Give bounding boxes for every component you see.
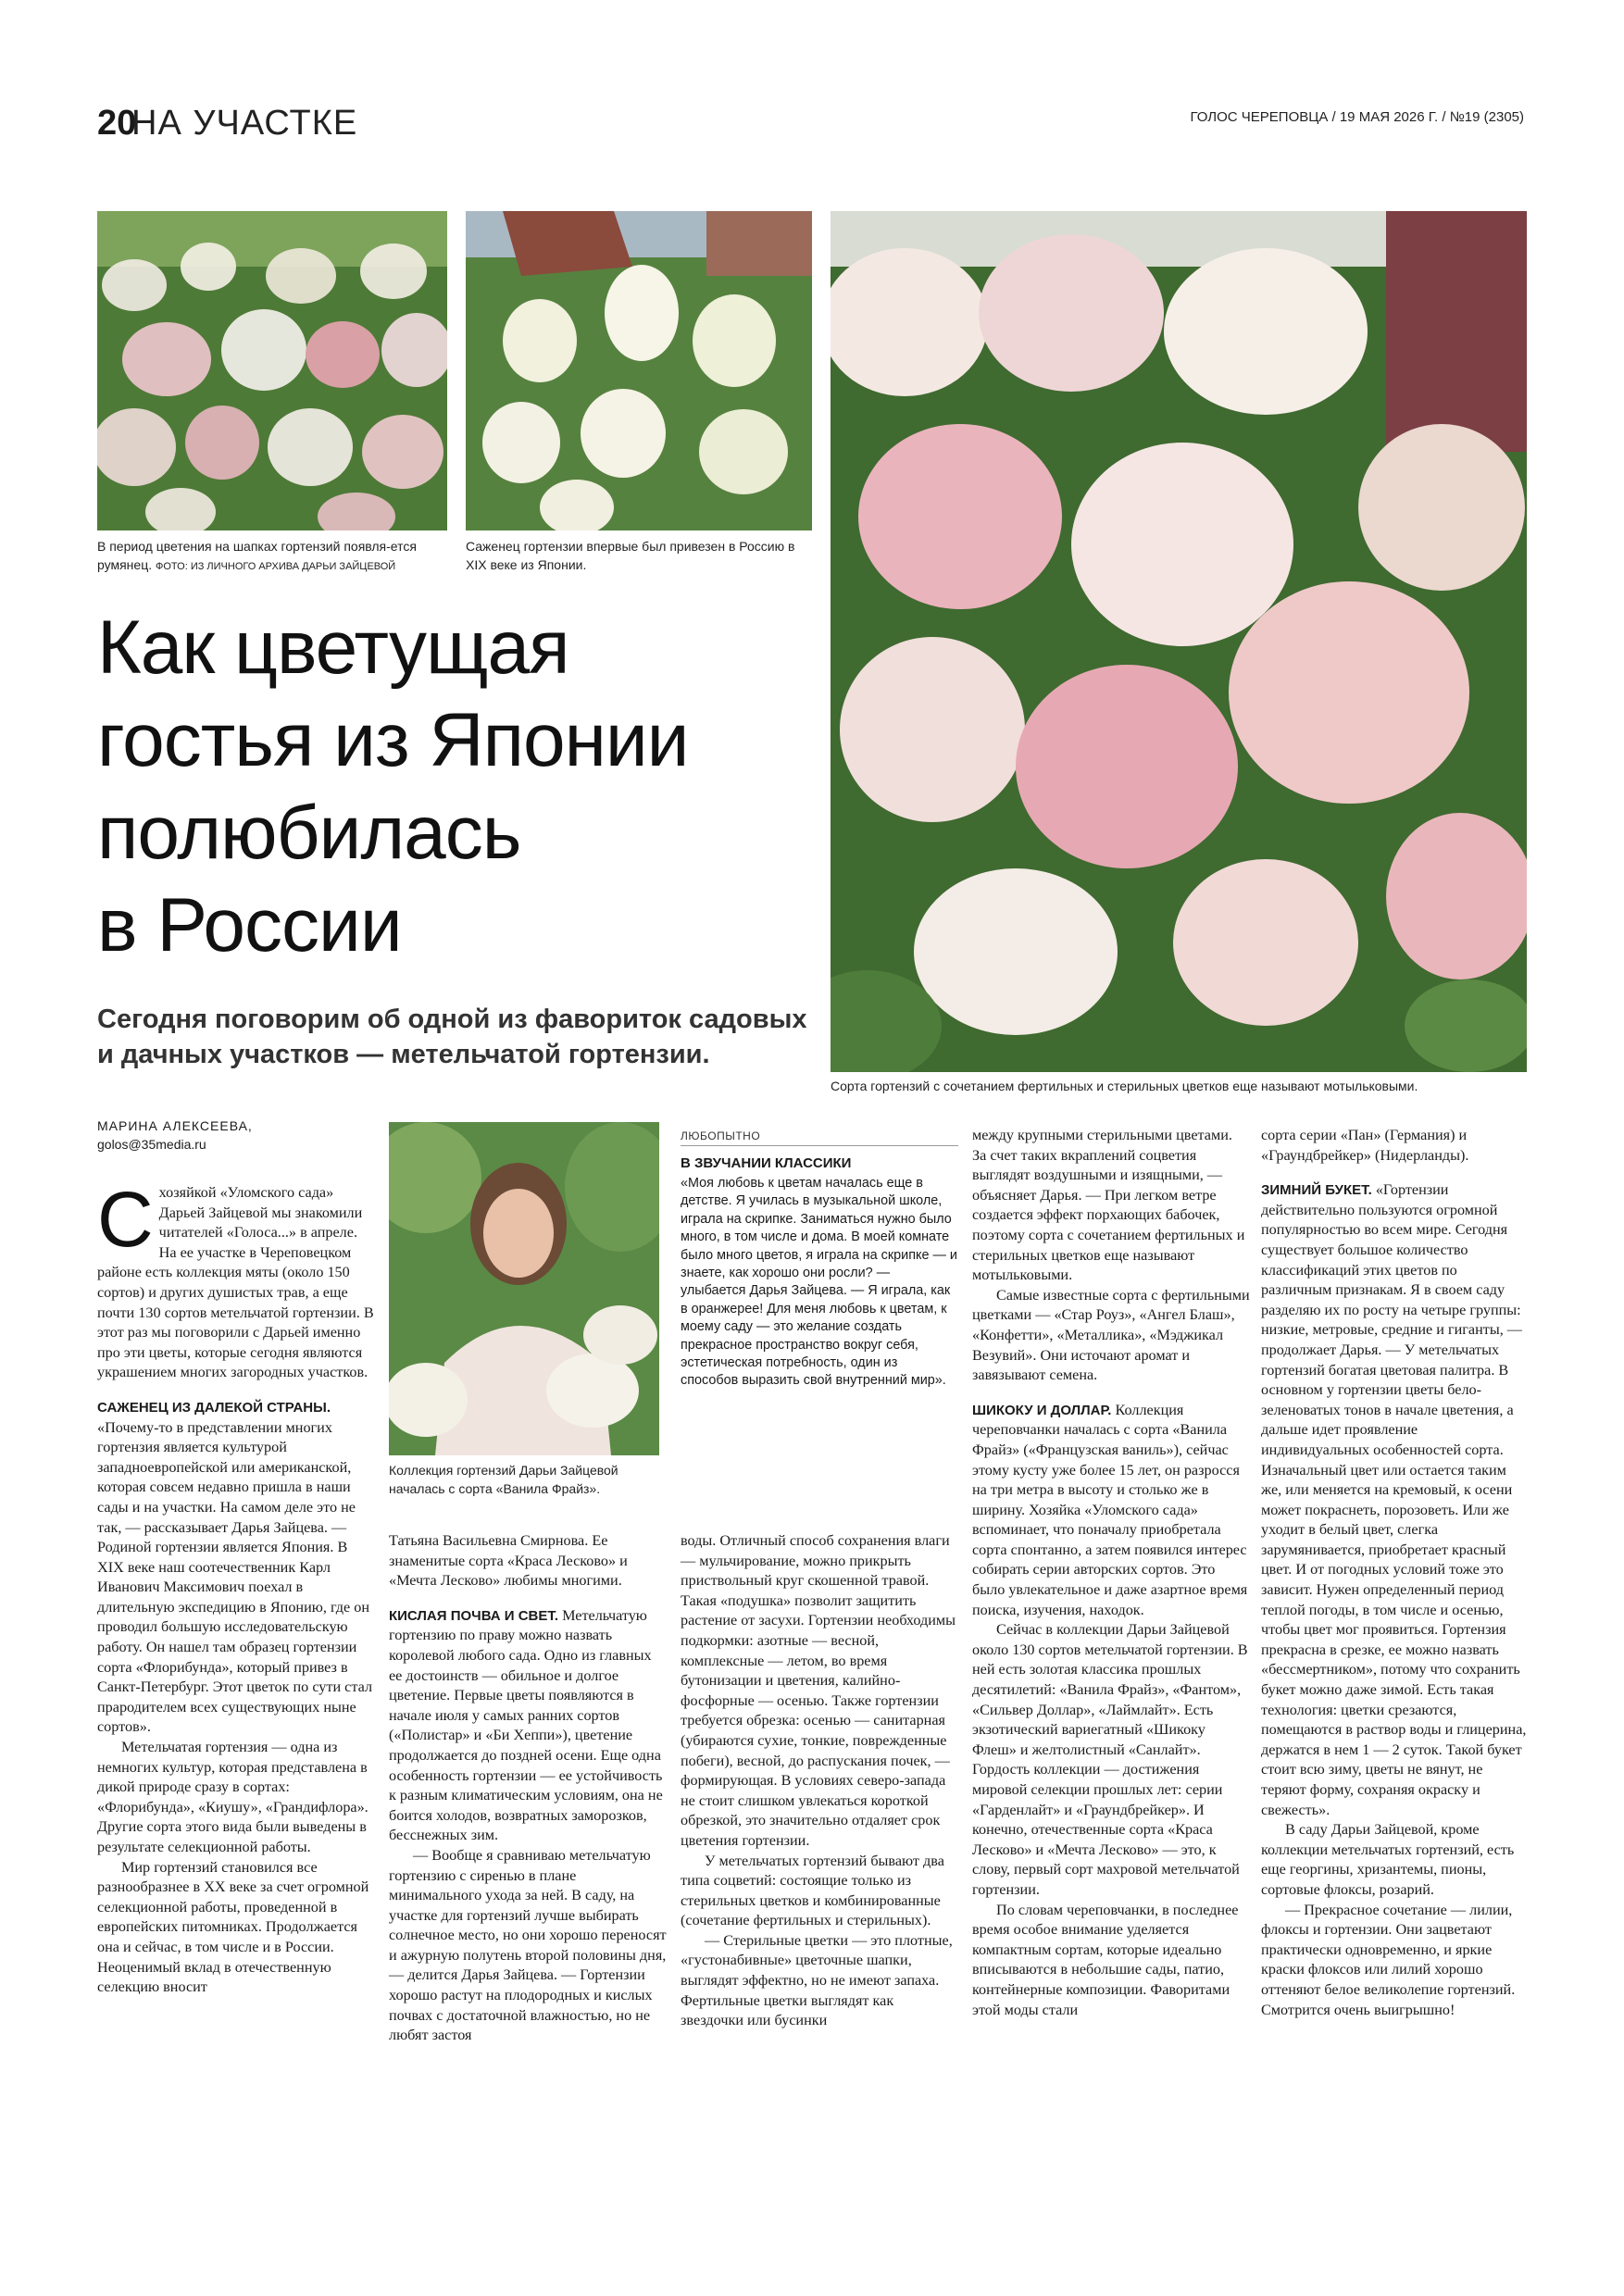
hydrangea-photo-white (466, 211, 812, 530)
dropcap: С (97, 1176, 154, 1263)
article-column-3 (681, 1531, 958, 2031)
photo1-caption (97, 537, 449, 576)
hydrangea-photo-pink (97, 211, 447, 530)
paragraph: Мир гортензий становился все разнообразнее в XX веке за счет огромной селекционной работы, проведенной в европейских питомниках. Продолжается она и сейчас, в том числе и в России. Неоценимый вклад в отечественную селекцию вносит (97, 1858, 369, 1996)
author-name: МАРИНА АЛЕКСЕЕВА, (97, 1118, 253, 1133)
subheading: ЗИМНИЙ БУКЕТ. (1261, 1182, 1372, 1199)
paragraph: Коллекция череповчанки началась с сорта «Ванила Фрайз» («Французская ваниль»), сейчас этому кусту уже более 15 лет, он разросся на три метра в высоту и столько же в ширину. Хозяйка «Уломского сада» вспоминает, что поначалу приобретала сорта спонтанно, а затем появился интерес собирать серии авторских сортов. Это было увлекательное и даже азартное время поиска, изучения, находок. (972, 1401, 1248, 1618)
paragraph: По словам череповчанки, в последнее время особое внимание уделяется компактным сортам, которые идеально вписываются в небольшие сады, патио, контейнерные композиции. Фаворитами этой моды стали (972, 1901, 1239, 2018)
section-title: НА УЧАСТКЕ (131, 104, 358, 143)
sidebar-tag: ЛЮБОПЫТНО (681, 1129, 958, 1146)
paragraph: — Прекрасное сочетание — лилии, флоксы и гортензии. Они зацветают практически одновременно, и яркие краски флоксов или лилий хорошо оттеняют белое великолепие гортензий. Смотрится очень выигрышно! (1261, 1901, 1516, 2018)
author-email[interactable]: golos@35media.ru (97, 1137, 206, 1152)
headline-line: полюбилась (97, 791, 521, 875)
headline-line: Как цветущая (97, 605, 569, 690)
headline (97, 602, 801, 972)
paragraph: «Гортензии действительно пользуются огромной популярностью во всем мире. Сегодня существует большое количество классификаций этих цветов по различным признакам. Я в своем саду разделяю их по росту на четыре группы: низкие, метровые, средние и гиганты, — продолжает Дарья. — У метельчатых гортензий богатая цветовая палитра. В основном у гортензии цветы бело-зеленоватых тонов в начале цветения, а дальше идет проявление индивидуальных особенностей сорта. Изначальный цвет или остается таким же, или меняется на кремовый, к осени может покраснеть, порозоветь. Или же уходит в белый цвет, слегка зарумянивается, приобретает красный цвет. И от погодных условий тоже это зависит. Нужен определенный период теплой погоды, в том числе и осенью, чтобы цвет мог проявиться. Гортензия прекрасна в срезке, ее можно назвать «бессмертником», потому что сохранить букет можно даже зимой. Есть такая технология: цветки срезаются, помещаются в раствор воды и глицерина, держатся в нем 1 — 2 суток. Такой букет стоит всю зиму, цветы не вянут, не теряют форму, сохраняя окраску и свежесть». (1261, 1181, 1527, 1818)
masthead: ГОЛОС ЧЕРЕПОВЦА / 19 МАЯ 2026 Г. / №19 (2305) (1190, 109, 1524, 125)
paragraph: Татьяна Васильевна Смирнова. Ее знаменитые сорта «Краса Лесково» и «Мечта Лесково» любимы многими. (389, 1532, 628, 1590)
hydrangea-photo-large (831, 211, 1527, 1072)
photo3-caption: Сорта гортензий с сочетанием фертильных и стерильных цветков еще называют мотыльковыми. (831, 1079, 1418, 1093)
photo2-caption: Саженец гортензии впервые был привезен в Россию в XIX веке из Японии. (466, 539, 795, 572)
lead-paragraph: Сегодня поговорим об одной из фавориток садовых и дачных участков — метельчатой гортензии. (97, 1004, 807, 1069)
sidebar-text: «Моя любовь к цветам началась еще в детстве. Я училась в музыкальной школе, играла на скрипке. Заниматься нужно было много, в том числе и дома. В моей комнате было много цветов, я играла на скрипке — и знаете, как хорошо они росли? — улыбается Дарья Зайцева. — Я играла, как в оранжерее! Для меня любовь к цветам, к моему саду — это желание создать прекрасное пространство вокруг себя, эстетическая потребность, один из способов выразить свой внутренний мир». (681, 1176, 957, 1389)
paragraph: Метельчатая гортензия — одна из немногих культур, которая представлена в дикой природе сразу в сортах: «Флорибунда», «Киушу», «Грандифлора». Другие сорта этого вида были выведены в результате селекционной работы. (97, 1739, 369, 1855)
paragraph: У метельчатых гортензий бывают два типа соцветий: состоящие только из стерильных цветков и комбинированные (сочетание фертильных и стерильных). (681, 1852, 944, 1929)
paragraph: В саду Дарьи Зайцевой, кроме коллекции метельчатых гортензий, есть еще георгины, хризантемы, пионы, сортовые флоксы, розарий. (1261, 1821, 1515, 1898)
photo-credit: ФОТО: ИЗ ЛИЧНОГО АРХИВА ДАРЬИ ЗАЙЦЕВОЙ (156, 561, 396, 572)
paragraph: воды. Отличный способ сохранения влаги — мульчирование, можно прикрыть приствольный круг скошенной травой. Такая «подушка» позволит защитить растение от засухи. Гортензии необходимы подкормки: азотные — весной, комплексные — летом, во время бутонизации и цветения, калийно-фосфорные — осенью. Также гортензии требуется обрезка: осенью — санитарная (убираются сухие, тонкие, поврежденные побеги), весной, до распускания почек, — формирующая. В условиях северо-запада не стоит слишком увлекаться короткой обрезкой, это значительно отдаляет срок цветения гортензии. (681, 1532, 956, 1849)
paragraph: сорта серии «Пан» (Германия) и «Граундбрейкер» (Нидерланды). (1261, 1127, 1469, 1164)
paragraph: между крупными стерильными цветами. За счет таких вкраплений соцветия выглядят воздушными и изящными, — объясняет Дарья. — При легком ветре создается эффект порхающих бабочек, поэтому сорта с сочетанием фертильных и стерильных цветков еще называют мотыльковыми. (972, 1127, 1245, 1284)
paragraph: Самые известные сорта с фертильными цветками — «Стар Роуз», «Ангел Блаш», «Конфетти», «Металлика», «Мэджикал Везувий». Они источают аромат и завязывают семена. (972, 1286, 1250, 1384)
article-column-2 (389, 1531, 667, 2046)
paragraph: хозяйкой «Уломского сада» Дарьей Зайцевой мы знакомили читателей «Голоса...» в апреле. На ее участке в Череповецком районе есть коллекция мяты (около 150 сортов) и других душистых трав, а еще почти 130 сортов метельчатой гортензии. В этот раз мы поговорили с Дарьей именно про эти цветы, которые сегодня являются украшением многих загородных участков. (97, 1184, 374, 1381)
portrait-caption: Коллекция гортензий Дарьи Зайцевой началась с сорта «Ванила Фрайз». (389, 1463, 618, 1496)
sidebar-box (681, 1129, 958, 1391)
sidebar-title: В ЗВУЧАНИИ КЛАССИКИ (681, 1155, 852, 1171)
paragraph: — Вообще я сравниваю метельчатую гортензию с сиренью в плане минимального ухода за ней. В саду, на участке для гортензий лучше выбирать солнечное место, но они хорошо переносят и ажурную полутень второй половины дня, — делится Дарья Зайцева. — Гортензии хорошо растут на плодородных и кислых почвах с достаточной влажностью, но не любят застоя (389, 1846, 667, 2044)
portrait-photo (389, 1122, 659, 1455)
subheading: КИСЛАЯ ПОЧВА И СВЕТ. (389, 1607, 559, 1624)
paragraph: — Стерильные цветки — это плотные, «густонабивные» цветочные шапки, выглядят эффектно, но не имеют запаха. Фертильные цветки выглядят как звездочки или бусинки (681, 1931, 953, 2029)
article-column-1 (97, 1176, 375, 1998)
page-number: 20 (97, 104, 137, 143)
subheading: ШИКОКУ И ДОЛЛАР. (972, 1402, 1112, 1418)
photo1-caption-text: В период цветения на шапках гортензий появля-ется румянец. (97, 539, 417, 572)
paragraph: «Почему-то в представлении многих гортензия является культурой западноевропейской или американской, которая совсем недавно пришла в наши сады и на участки. На самом деле это не так, — рассказывает Дарья Зайцева. — Родиной гортензии является Япония. В XIX веке наш соотечественник Карл Иванович Максимович поехал в длительную экспедицию в Японию, где он проводил большую исследовательскую работу. Он нашел там образец гортензии сорта «Флорибунда», который привез в Санкт-Петербург. Этот цветок по сути стал прародителем всех существующих ныне сортов». (97, 1418, 373, 1736)
headline-line: в России (97, 883, 402, 967)
headline-line: гостья из Японии (97, 698, 689, 782)
paragraph: Метельчатую гортензию по праву можно назвать королевой любого сада. Одно из главных ее достоинств — обильное и долгое цветение. Первые цветы появляются в начале июля у самых ранних сортов («Полистар» и «Би Хеппи»), цветение продолжается до поздней осени. Еще одна особенность гортензии — ее устойчивость к разным климатическим условиям, она не боится холодов, возвратных заморозков, бесснежных зим. (389, 1606, 663, 1844)
paragraph: Сейчас в коллекции Дарьи Зайцевой около 130 сортов метельчатой гортензии. В ней есть золотая классика прошлых десятилетий: «Ванила Фрайз», «Фантом», «Сильвер Доллар», «Лаймлайт». Есть экзотический вариегатный «Шикоку Флеш» и желтолистный «Санлайт». Гордость коллекции — достижения мировой селекции прошлых лет: серии «Гарденлайт» и «Граундбрейкер». И конечно, отечественные сорта «Краса Лесково» и «Мечта Лесково» — это, к слову, первый сорт махровой метельчатой гортензии. (972, 1621, 1248, 1898)
subheading: САЖЕНЕЦ ИЗ ДАЛЕКОЙ СТРАНЫ. (97, 1399, 331, 1416)
article-column-4 (972, 1126, 1250, 2020)
article-column-5 (1261, 1126, 1530, 2020)
